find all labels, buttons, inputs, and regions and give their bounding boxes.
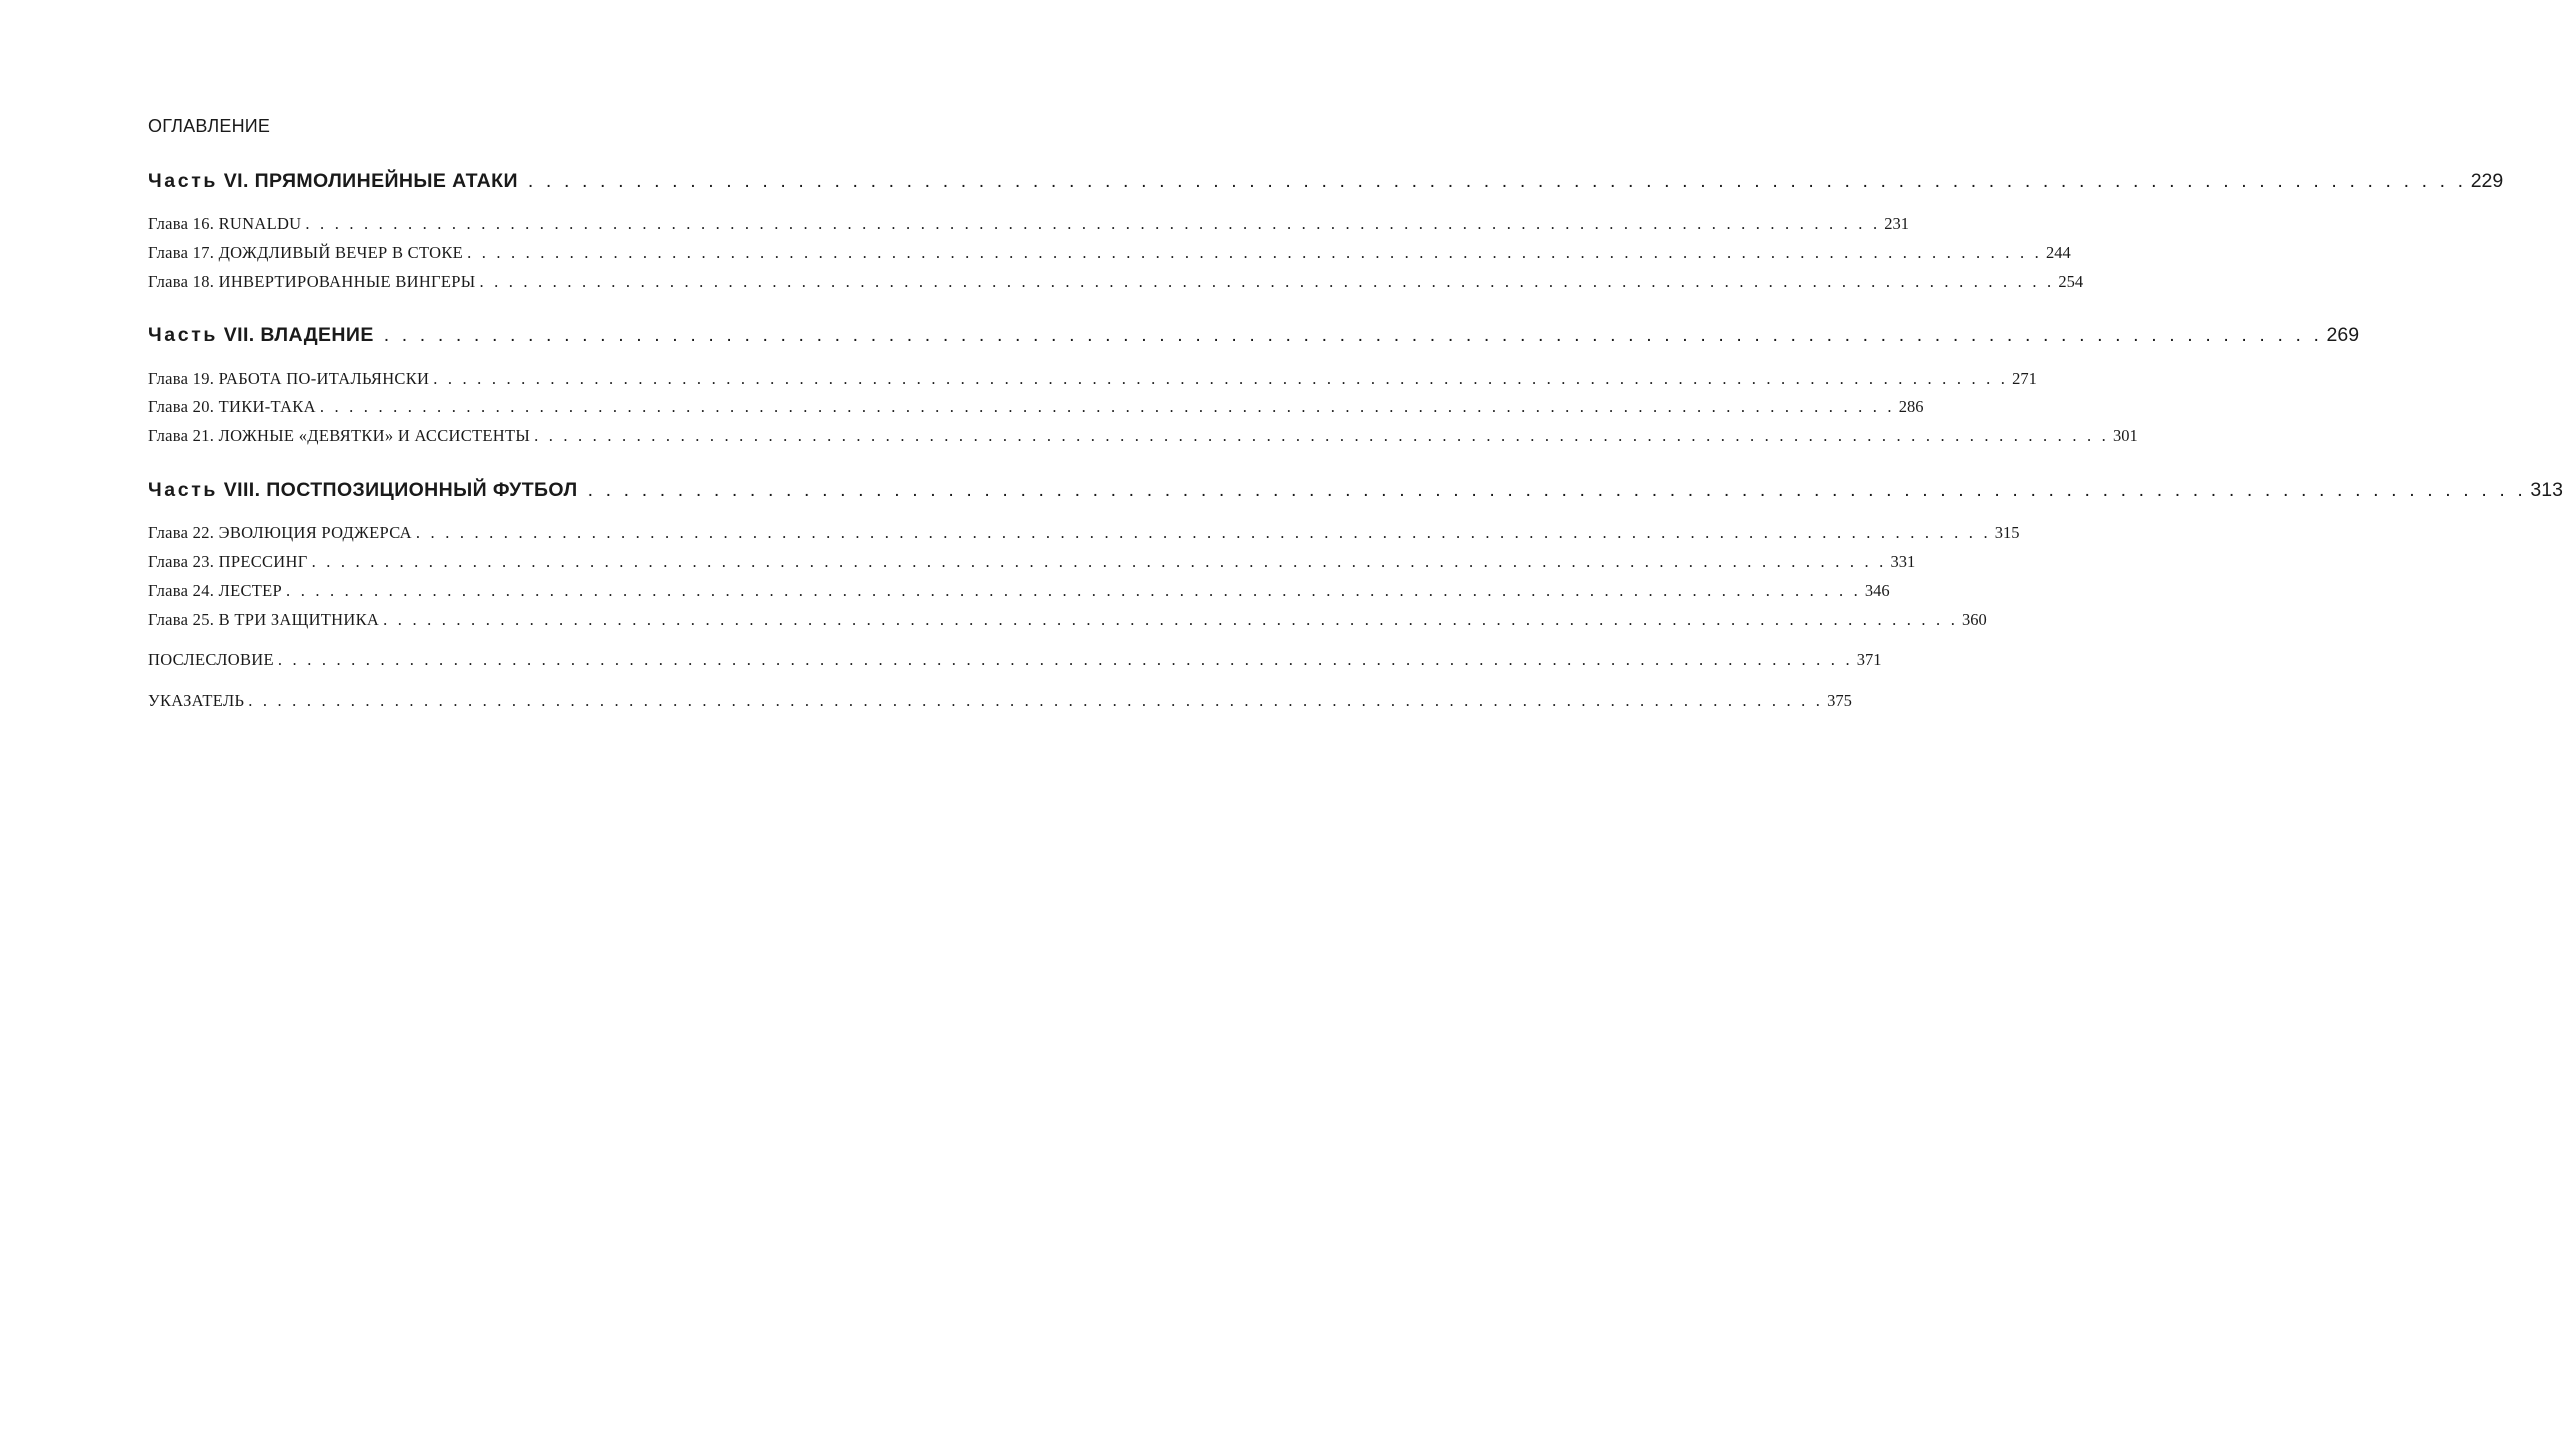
page-number: 375 bbox=[1827, 691, 1852, 710]
chapter-title: Глава 17. ДОЖДЛИВЫЙ ВЕЧЕР В СТОКЕ bbox=[148, 243, 464, 262]
dot-leader: . . . . . . . . . . . . . . . . . . . . . . . . . . . . . . . . . . . . . . . . . . . . . . . . . . . . . . . . . . . . . . . . . . . . . . . . . . . . . . . . . . . . . . . . . . . . . . . . . . . . . . . . . . . . bbox=[479, 272, 2055, 291]
chapter-title: Глава 22. ЭВОЛЮЦИЯ РОДЖЕРСА bbox=[148, 523, 412, 542]
toc-chapter-22[interactable] bbox=[148, 523, 2020, 543]
page-number: 315 bbox=[1994, 523, 2020, 542]
chapter-title: Глава 20. ТИКИ-ТАКА bbox=[148, 397, 316, 416]
dot-leader: . . . . . . . . . . . . . . . . . . . . . . . . . . . . . . . . . . . . . . . . . . . . . . . . . . . . . . . . . . . . . . . . . . . . . . . . . . . . . . . . . . . . . . . . . . . . . . . . . . . . . . . . . . . . bbox=[534, 426, 2109, 445]
part-word: Часть bbox=[148, 479, 218, 501]
chapter-title: Глава 21. ЛОЖНЫЕ «ДЕВЯТКИ» И АССИСТЕНТЫ bbox=[148, 426, 531, 445]
dot-leader: . . . . . . . . . . . . . . . . . . . . . . . . . . . . . . . . . . . . . . . . . . . . . . . . . . . . . . . . . . . . . . . . . . . . . . . . . . . . . . . . . . . . . . . . . . . . . . . . . . . . . . . . . . . . bbox=[433, 369, 2009, 388]
toc-chapter-17[interactable] bbox=[148, 243, 2071, 263]
chapter-title: Глава 18. ИНВЕРТИРОВАННЫЕ ВИНГЕРЫ bbox=[148, 272, 476, 291]
toc-part-8[interactable] bbox=[148, 479, 2563, 502]
running-head: ОГЛАВЛЕНИЕ bbox=[148, 116, 271, 136]
toc-chapter-20[interactable] bbox=[148, 397, 1924, 417]
dot-leader: . . . . . . . . . . . . . . . . . . . . . . . . . . . . . . . . . . . . . . . . . . . . . . . . . . . . . . . . . . . . . . . . . . . . . . . . . . . . . . . . . . . . . . . . . . . . . . . . . . . . . . . . . . . . bbox=[286, 581, 1861, 600]
part-title bbox=[148, 479, 578, 502]
toc-afterword[interactable] bbox=[148, 650, 1882, 670]
page-number: 269 bbox=[2326, 324, 2360, 346]
part-heading: VI. ПРЯМОЛИНЕЙНЫЕ АТАКИ bbox=[217, 170, 518, 192]
part-title bbox=[148, 324, 374, 347]
dot-leader: . . . . . . . . . . . . . . . . . . . . . . . . . . . . . . . . . . . . . . . . . . . . . . . . . . . . . . . . . . . . . . . . . . . . . . . . . . . . . . . . . . . . . . . . . . . . . . . . . . . . . . . . . . . . bbox=[383, 610, 1959, 629]
toc-chapter-24[interactable] bbox=[148, 581, 1890, 601]
chapter-title: Глава 25. В ТРИ ЗАЩИТНИКА bbox=[148, 610, 380, 629]
dot-leader: . . . . . . . . . . . . . . . . . . . . . . . . . . . . . . . . . . . . . . . . . . . . . . . . . . . . . . . . . . . . . . . . . . . . . . . . . . . . . . . . . . . . . . . . . . . . . . . . . . . . . . . . . . . . bbox=[415, 523, 1991, 542]
dot-leader: . . . . . . . . . . . . . . . . . . . . . . . . . . . . . . . . . . . . . . . . . . . . . . . . . . . . . . . . . . . . . . . . . . . . . . . . . . . . . . . . . . . . . . . . . . . . . . . . . . . . . . . . . . . . bbox=[383, 324, 2323, 346]
part-word: Часть bbox=[148, 170, 218, 192]
backmatter-title: УКАЗАТЕЛЬ bbox=[148, 691, 245, 710]
page-number: 313 bbox=[2530, 479, 2563, 501]
part-title bbox=[148, 170, 518, 193]
part-word: Часть bbox=[148, 324, 218, 346]
dot-leader: . . . . . . . . . . . . . . . . . . . . . . . . . . . . . . . . . . . . . . . . . . . . . . . . . . . . . . . . . . . . . . . . . . . . . . . . . . . . . . . . . . . . . . . . . . . . . . . . . . . . . . . . . . . . bbox=[277, 650, 1853, 669]
chapter-title: Глава 23. ПРЕССИНГ bbox=[148, 552, 308, 571]
dot-leader: . . . . . . . . . . . . . . . . . . . . . . . . . . . . . . . . . . . . . . . . . . . . . . . . . . . . . . . . . . . . . . . . . . . . . . . . . . . . . . . . . . . . . . . . . . . . . . . . . . . . . . . . . . . . bbox=[467, 243, 2042, 262]
page-number: 346 bbox=[1864, 581, 1890, 600]
toc-part-7[interactable] bbox=[148, 324, 2360, 347]
page-number: 229 bbox=[2470, 170, 2504, 192]
page-number: 360 bbox=[1962, 610, 1987, 629]
dot-leader: . . . . . . . . . . . . . . . . . . . . . . . . . . . . . . . . . . . . . . . . . . . . . . . . . . . . . . . . . . . . . . . . . . . . . . . . . . . . . . . . . . . . . . . . . . . . . . . . . . . . . . . . . . . . bbox=[248, 691, 1824, 710]
toc-chapter-16[interactable] bbox=[148, 214, 1910, 234]
dot-leader: . . . . . . . . . . . . . . . . . . . . . . . . . . . . . . . . . . . . . . . . . . . . . . . . . . . . . . . . . . . . . . . . . . . . . . . . . . . . . . . . . . . . . . . . . . . . . . . . . . . . . . . . . . . . bbox=[527, 170, 2467, 192]
page-number: 286 bbox=[1898, 397, 1924, 416]
dot-leader: . . . . . . . . . . . . . . . . . . . . . . . . . . . . . . . . . . . . . . . . . . . . . . . . . . . . . . . . . . . . . . . . . . . . . . . . . . . . . . . . . . . . . . . . . . . . . . . . . . . . . . . . . . . . bbox=[319, 397, 1895, 416]
page-number: 301 bbox=[2112, 426, 2138, 445]
page-number: 244 bbox=[2045, 243, 2071, 262]
toc-index[interactable] bbox=[148, 691, 1852, 711]
chapter-title: Глава 19. РАБОТА ПО-ИТАЛЬЯНСКИ bbox=[148, 369, 430, 388]
part-heading: VII. ВЛАДЕНИЕ bbox=[217, 324, 374, 346]
part-heading: VIII. ПОСТПОЗИЦИОННЫЙ ФУТБОЛ bbox=[217, 479, 578, 501]
toc-chapter-18[interactable] bbox=[148, 272, 2084, 292]
dot-leader: . . . . . . . . . . . . . . . . . . . . . . . . . . . . . . . . . . . . . . . . . . . . . . . . . . . . . . . . . . . . . . . . . . . . . . . . . . . . . . . . . . . . . . . . . . . . . . . . . . . . . . . . . . . . bbox=[311, 552, 1887, 571]
toc-chapter-23[interactable] bbox=[148, 552, 1916, 572]
backmatter-title: ПОСЛЕСЛОВИЕ bbox=[148, 650, 274, 669]
toc-chapter-25[interactable] bbox=[148, 610, 1987, 630]
page-number: 254 bbox=[2058, 272, 2084, 291]
page-number: 371 bbox=[1856, 650, 1882, 669]
toc-chapter-21[interactable] bbox=[148, 426, 2138, 446]
page-number: 331 bbox=[1890, 552, 1916, 571]
page-number: 231 bbox=[1884, 214, 1910, 233]
dot-leader: . . . . . . . . . . . . . . . . . . . . . . . . . . . . . . . . . . . . . . . . . . . . . . . . . . . . . . . . . . . . . . . . . . . . . . . . . . . . . . . . . . . . . . . . . . . . . . . . . . . . . . . . . . . . bbox=[587, 479, 2527, 501]
toc-part-6[interactable] bbox=[148, 170, 2504, 193]
chapter-title: Глава 16. RUNALDU bbox=[148, 214, 302, 233]
toc-chapter-19[interactable] bbox=[148, 369, 2037, 389]
dot-leader: . . . . . . . . . . . . . . . . . . . . . . . . . . . . . . . . . . . . . . . . . . . . . . . . . . . . . . . . . . . . . . . . . . . . . . . . . . . . . . . . . . . . . . . . . . . . . . . . . . . . . . . . . . . . bbox=[305, 214, 1881, 233]
page-number: 271 bbox=[2012, 369, 2037, 388]
chapter-title: Глава 24. ЛЕСТЕР bbox=[148, 581, 283, 600]
